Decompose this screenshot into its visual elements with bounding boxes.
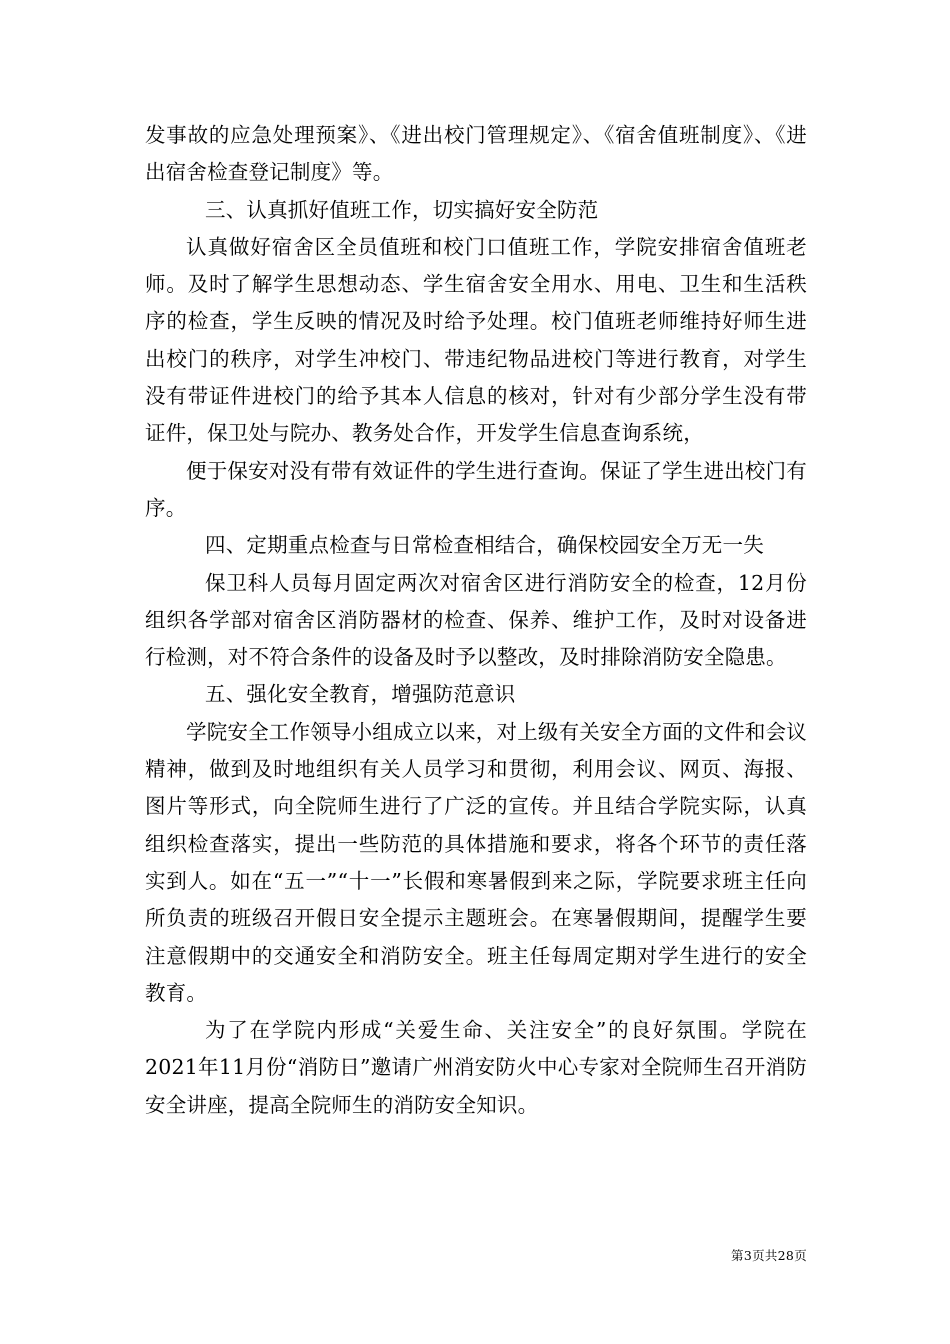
paragraph-inspection: 保卫科人员每月固定两次对宿舍区进行消防安全的检查，12月份组织各学部对宿舍区消防器材的检查、保养、维护工作，及时对设备进行检测，对不符合条件的设备及时予以整改，及时排除消防安全隐患。 xyxy=(145,570,807,670)
paragraph-safety-education: 学院安全工作领导小组成立以来，对上级有关安全方面的文件和会议精神，做到及时地组织有关人员学习和贯彻，利用会议、网页、海报、图片等形式，向全院师生进行了广泛的宣传。并且结合学院实际，认真组织检查落实，提出一些防范的具体措施和要求，将各个环节的责任落实到人。如在“五一”“十一”长假和寒暑假到来之际，学院要求班主任向所负责的班级召开假日安全提示主题班会。在寒暑假期间，提醒学生要注意假期中的交通安全和消防安全。班主任每周定期对学生进行的安全教育。 xyxy=(145,719,807,1005)
paragraph-duty-work: 认真做好宿舍区全员值班和校门口值班工作，学院安排宿舍值班老师。及时了解学生思想动态、学生宿舍安全用水、用电、卫生和生活秩序的检查，学生反映的情况及时给予处理。校门值班老师维持好师生进出校门的秩序，对学生冲校门、带违纪物品进校门等进行教育，对学生没有带证件进校门的给予其本人信息的核对，针对有少部分学生没有带证件，保卫处与院办、教务处合作，开发学生信息查询系统， xyxy=(145,234,807,446)
section-heading-safety-education: 五、强化安全教育，增强防范意识 xyxy=(205,682,516,707)
paragraph-regulations-list: 发事故的应急处理预案》、《进出校门管理规定》、《宿舍值班制度》、《进出宿舍检查登记制度》等。 xyxy=(145,123,807,185)
document-body xyxy=(145,117,807,1124)
section-heading-inspection: 四、定期重点检查与日常检查相结合，确保校园安全万无一失 xyxy=(205,533,764,558)
page-number-footer: 第3页共28页 xyxy=(731,1248,807,1263)
paragraph-id-query: 便于保安对没有带有效证件的学生进行查询。保证了学生进出校门有序。 xyxy=(145,458,807,520)
paragraph-fire-day-lecture: 为了在学院内形成“关爱生命、关注安全”的良好氛围。学院在2021年11月份“消防日”邀请广州消安防火中心专家对全院师生召开消防安全讲座，提高全院师生的消防安全知识。 xyxy=(145,1018,807,1117)
section-heading-duty-work: 三、认真抓好值班工作，切实搞好安全防范 xyxy=(205,197,599,222)
